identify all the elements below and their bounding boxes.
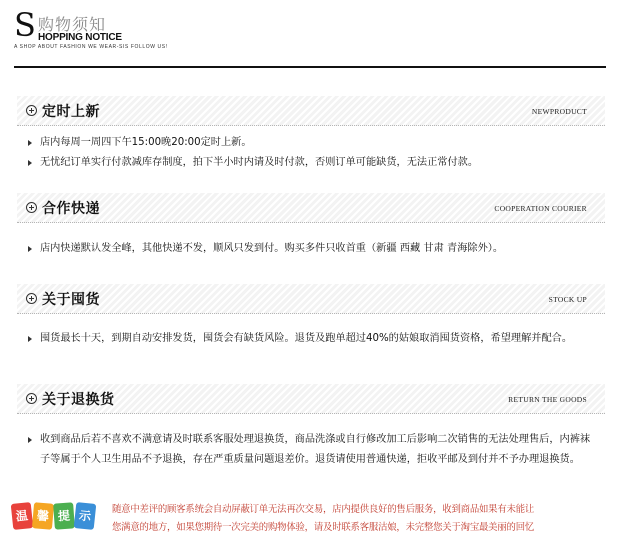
- list-item: 收到商品后若不喜欢不满意请及时联系客服处理退换货，商品洗涤或自行修改加工后影响二次销售的无法处理售后，内裤袜子等属于个人卫生用品不予退换，存在严重质量问题退差价。退货请使用普通快递，拒收平邮及到付并不予办理退换货。: [28, 430, 598, 470]
- list-item: 囤货最长十天，到期自动安排发货，囤货会有缺货风险。退货及跑单超过40%的姑娘取消囤货资格，希望理解并配合。: [28, 329, 598, 349]
- badge-char: 提: [53, 502, 75, 529]
- header-tagline: A SHOP ABOUT FASHION WE WEAR-SIS FOLLOW US!: [14, 44, 168, 50]
- reminder-block: [12, 495, 612, 543]
- section-title: 合作快递: [42, 201, 100, 217]
- section-list-stock-up: [28, 329, 598, 349]
- section-title: 关于退换货: [42, 392, 115, 408]
- circle-plus-icon: [26, 393, 37, 404]
- section-subtitle: COOPERATION COURIER: [494, 204, 587, 213]
- section-title: 关于囤货: [42, 292, 100, 308]
- badge-char: 温: [11, 502, 34, 530]
- section-header-returns: [17, 384, 605, 414]
- reminder-text: [112, 501, 612, 537]
- list-item: 店内快递默认发全峰，其他快递不发，顺风只发到付。购买多件只收首重（新疆 西藏 甘肃 青海除外）。: [28, 239, 598, 259]
- section-list-new-product: [28, 133, 598, 173]
- section-list-returns: [28, 430, 598, 470]
- header: [14, 8, 606, 70]
- section-header-courier: [17, 193, 605, 223]
- section-subtitle: NEWPRODUCT: [531, 107, 587, 116]
- section-header-new-product: [17, 96, 605, 126]
- circle-plus-icon: [26, 293, 37, 304]
- reminder-line: 您满意的地方，如果您期待一次完美的购物体验，请及时联系客服沽娘，未完整您关于淘宝最美丽的回忆: [112, 522, 535, 533]
- header-divider: [14, 66, 606, 68]
- circle-plus-icon: [26, 105, 37, 116]
- section-subtitle: RETURN THE GOODS: [508, 395, 587, 404]
- list-item: 无忧纪订单实行付款减库存制度，拍下半小时内请及时付款，否则订单可能缺货，无法正常付款。: [28, 153, 598, 173]
- section-list-courier: [28, 239, 598, 259]
- list-item: 店内每周一周四下午15:00晚20:00定时上新。: [28, 133, 598, 153]
- reminder-badge: [12, 503, 100, 531]
- section-subtitle: STOCK UP: [548, 295, 587, 304]
- page-title-cn: 购物须知: [38, 15, 107, 34]
- badge-char: 示: [74, 502, 97, 530]
- reminder-line: 随意中差评的顾客系统会自动屏蔽订单无法再次交易，店内提供良好的售后服务，收到商品如果有未能让: [112, 504, 535, 515]
- section-title: 定时上新: [42, 104, 100, 120]
- circle-plus-icon: [26, 202, 37, 213]
- logo-letter: S: [14, 6, 36, 44]
- section-header-stock-up: [17, 284, 605, 314]
- page-title-en: HOPPING NOTICE: [38, 32, 122, 43]
- badge-char: 馨: [32, 502, 54, 530]
